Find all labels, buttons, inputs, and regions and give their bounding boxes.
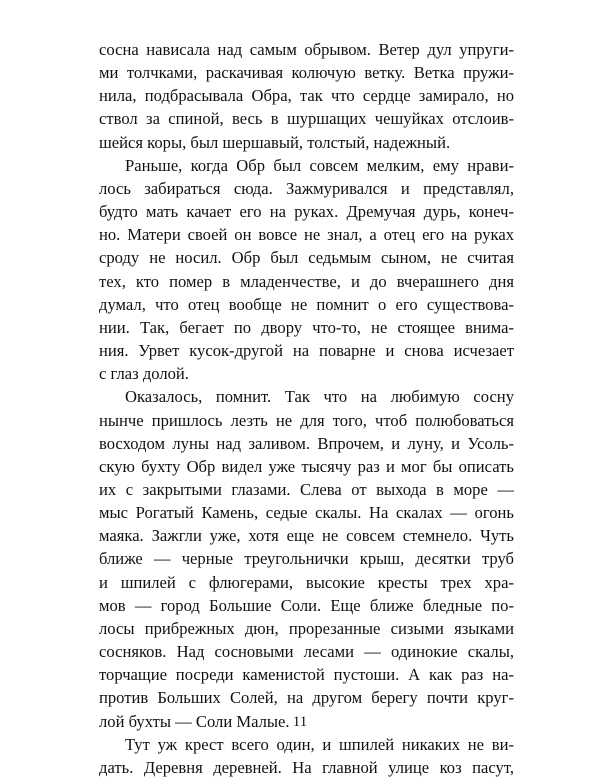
text-line: лой бухты — Соли Малые. (99, 711, 290, 731)
text-line: Раньше, когда Обр был совсем мелким, ему нрави- (125, 155, 514, 175)
text-line: шейся коры, был шершавый, толстый, надежный. (99, 132, 451, 152)
text-line: лось забираться сюда. Зажмуривался и представлял, (99, 178, 514, 198)
text-line: ния. Урвет кусок-другой на поварне и снова исчезает (99, 341, 514, 361)
paragraph (99, 385, 514, 732)
text-line: нии. Так, бегает по двору что-то, не стоящее внима- (99, 317, 514, 337)
text-line: сосняков. Над сосновыми лесами — одинокие скалы, (99, 642, 514, 662)
text-line: торчащие посреди каменистой пустоши. А как раз на- (99, 665, 514, 685)
text-line: думал, что отец вообще не помнит о его существова- (99, 294, 514, 314)
text-line: нила, подбрасывала Обра, так что сердце замирало, но (99, 86, 514, 106)
text-line: Тут уж крест всего один, и шпилей никаких не ви- (125, 734, 514, 754)
text-line: будто мать качает его на руках. Дремучая дурь, конеч- (99, 202, 514, 222)
text-line: против Больших Солей, на другом берегу почти круг- (99, 688, 514, 708)
text-line: скую бухту Обр видел уже тысячу раз и мог бы описать (99, 456, 514, 476)
text-line: ми толчками, раскачивая колючую ветку. Ветка пружи- (99, 63, 514, 83)
text-line: мыс Рогатый Камень, седые скалы. На скалах — огонь (99, 503, 514, 523)
book-page-text (99, 38, 514, 779)
page-number: 11 (292, 714, 308, 730)
text-line: ствол за спиной, весь в шуршащих чешуйках отслоив- (99, 109, 514, 129)
text-line: ближе — черные треугольнички крыш, десятки труб (99, 549, 514, 569)
text-line: но. Матери своей он вовсе не знал, а отец его на руках (99, 225, 514, 245)
text-line: лосы прибрежных дюн, прорезанные сизыми языками (99, 618, 514, 638)
text-line: дать. Деревня деревней. На главной улице коз пасут, (99, 757, 514, 777)
text-line: нынче пришлось лезть не для того, чтоб полюбоваться (99, 410, 514, 430)
text-line: тех, кто помер в младенчестве, и до вчерашнего дня (99, 271, 514, 291)
text-line: сроду не носил. Обр был седьмым сыном, не считая (99, 248, 514, 268)
text-line: восходом луны над заливом. Впрочем, и луну, и Усоль- (99, 433, 514, 453)
text-line: мов — город Большие Соли. Еще ближе бледные по- (99, 595, 514, 615)
paragraph (99, 38, 514, 154)
text-line: Оказалось, помнит. Так что на любимую сосну (125, 387, 514, 407)
text-line: и шпилей с флюгерами, высокие кресты трех хра- (99, 572, 514, 592)
text-line: маяка. Зажгли уже, хотя еще не совсем стемнело. Чуть (99, 526, 514, 546)
text-line: сосна нависала над самым обрывом. Ветер дул упруги- (99, 40, 514, 59)
text-line: их с закрытыми глазами. Слева от выхода в море — (99, 479, 514, 499)
text-line: с глаз долой. (99, 364, 189, 384)
paragraph (99, 733, 514, 779)
paragraph (99, 154, 514, 386)
